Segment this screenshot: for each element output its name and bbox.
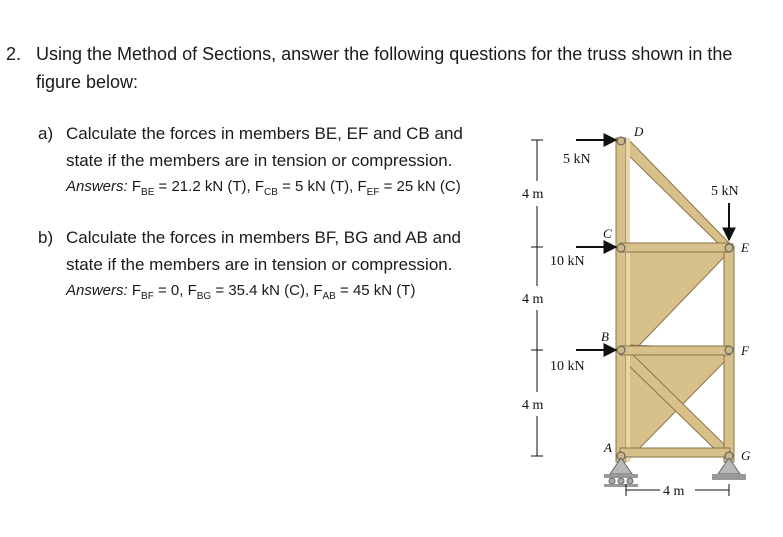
- answer-item: $F_{CB} = 5$ kN (T),: [254, 178, 358, 198]
- load-label-E: 5 kN: [711, 184, 739, 199]
- load-label-C: 10 kN: [550, 254, 585, 269]
- member-CE: [620, 243, 730, 252]
- dim-label-h3: 4 m: [522, 398, 544, 413]
- part-b-line-1: Calculate the forces in members BF, BG and AB and: [66, 228, 461, 247]
- load-label-D: 5 kN: [563, 152, 591, 167]
- node-label-B: B: [601, 329, 609, 344]
- member-CE-diag: [617, 244, 733, 360]
- answer-item: $F_{EF} = 25$ kN (C): [357, 178, 461, 198]
- question-number: 2.: [6, 44, 22, 64]
- joint-E: [725, 244, 733, 252]
- part-b-label: b): [38, 228, 54, 247]
- answer-prefix: Answers:: [66, 178, 132, 195]
- part-a-line-1: Calculate the forces in members BE, EF and CB and: [66, 124, 463, 143]
- support-A: [604, 458, 638, 487]
- question-line-1: Using the Method of Sections, answer the following questions for the truss shown in the: [36, 44, 733, 64]
- question-line-2: figure below:: [36, 72, 139, 92]
- node-label-A: A: [604, 440, 612, 455]
- dim-label-width: 4 m: [663, 484, 685, 499]
- load-label-B: 10 kN: [550, 359, 585, 374]
- node-label-G: G: [741, 448, 751, 463]
- part-a-line-2: state if the members are in tension or compression.: [66, 151, 453, 170]
- joint-C: [617, 244, 625, 252]
- part-a-label: a): [38, 124, 54, 143]
- answer-item: $F_{BG} = 35.4$ kN (C),: [187, 282, 314, 302]
- part-b-line-2: state if the members are in tension or compression.: [66, 255, 453, 274]
- member-AG: [620, 448, 730, 457]
- joint-B: [617, 346, 625, 354]
- node-label-E: E: [741, 240, 749, 255]
- answer-item: $F_{AB} = 45$ kN (T): [313, 282, 416, 302]
- node-label-F: F: [741, 343, 749, 358]
- node-label-C: C: [603, 226, 612, 241]
- answer-item: $F_{BE} = 21.2$ kN (T),: [131, 178, 255, 198]
- node-label-D: D: [634, 124, 644, 139]
- answer-item: $F_{BF} = 0$,: [131, 282, 188, 302]
- member-left-column-shade: [626, 138, 630, 462]
- member-BF: [620, 346, 730, 355]
- joint-D: [617, 137, 625, 145]
- answer-prefix: Answers:: [66, 282, 132, 299]
- member-left-column: [616, 138, 626, 462]
- dim-label-h1: 4 m: [522, 187, 544, 202]
- joint-F: [725, 346, 733, 354]
- dim-label-h2: 4 m: [522, 292, 544, 307]
